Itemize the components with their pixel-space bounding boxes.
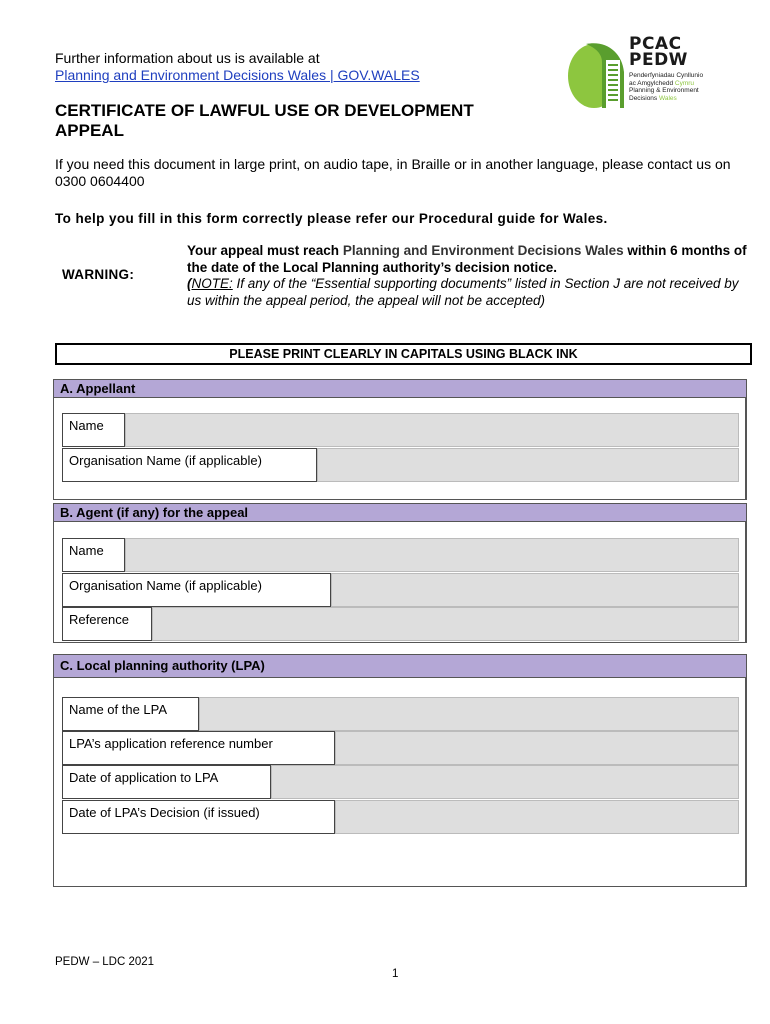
decision-date-row (62, 800, 739, 834)
agent-org-input[interactable] (331, 573, 739, 607)
decision-date-input[interactable] (335, 800, 739, 834)
page-title: CERTIFICATE OF LAWFUL USE OR DEVELOPMENT APPEAL (55, 101, 474, 140)
appellant-org-row (62, 448, 739, 482)
agent-name-label: Name (62, 538, 125, 572)
app-date-label: Date of application to LPA (62, 765, 271, 799)
section-b-heading: B. Agent (if any) for the appeal (53, 503, 747, 522)
agent-org-label: Organisation Name (if applicable) (62, 573, 331, 607)
section-a-heading: A. Appellant (53, 379, 747, 398)
appellant-name-input[interactable] (125, 413, 739, 447)
note-label: NOTE: (191, 276, 233, 291)
agent-name-row (62, 538, 739, 572)
agent-ref-input[interactable] (152, 607, 739, 641)
lpa-name-row (62, 697, 739, 731)
lpa-name-label: Name of the LPA (62, 697, 199, 731)
lpa-ref-row (62, 731, 739, 765)
warning-text (187, 243, 747, 309)
footer-code: PEDW – LDC 2021 (55, 956, 155, 968)
lpa-ref-input[interactable] (335, 731, 739, 765)
accessibility-note: If you need this document in large print, on audio tape, in Braille or in another language, please contact us on 0300 0604400 (55, 156, 731, 189)
print-instruction: PLEASE PRINT CLEARLY IN CAPITALS USING BLACK INK (55, 343, 752, 365)
agent-name-input[interactable] (125, 538, 739, 572)
appellant-name-label: Name (62, 413, 125, 447)
logo-pedw: PEDW (629, 50, 688, 70)
logo-english-line1: Planning & Environment (629, 87, 699, 94)
appellant-org-label: Organisation Name (if applicable) (62, 448, 317, 482)
logo-english-line2b: Wales (658, 94, 677, 102)
page-number: 1 (392, 968, 399, 980)
section-c-heading: C. Local planning authority (LPA) (53, 654, 747, 678)
info-line: Further information about us is available at (55, 50, 320, 66)
lpa-name-input[interactable] (199, 697, 739, 731)
note-text: If any of the “Essential supporting documents” listed in Section J are not received by us within the appeal period, the appeal will not be accepted) (187, 276, 739, 308)
appellant-name-row (62, 413, 739, 447)
warning-line1a: Your appeal must reach (187, 243, 343, 258)
logo-welsh-line1: Penderfyniadau Cynllunio (629, 72, 704, 79)
warning-label: WARNING: (62, 267, 135, 282)
logo-welsh-line2a: ac Amgylchedd (629, 79, 675, 87)
gov-wales-link[interactable]: Planning and Environment Decisions Wales | GOV.WALES (55, 67, 420, 83)
agent-ref-row (62, 607, 739, 641)
lpa-ref-label: LPA’s application reference number (62, 731, 335, 765)
logo-english-line2a: Decisions (629, 94, 659, 102)
logo-welsh-line2b: Cymru (674, 79, 695, 87)
app-date-row (62, 765, 739, 799)
note-open: ( (187, 276, 192, 291)
agent-ref-label: Reference (62, 607, 152, 641)
header-info (55, 50, 420, 84)
app-date-input[interactable] (271, 765, 739, 799)
appellant-org-input[interactable] (317, 448, 739, 482)
logo-pcac: PCAC (629, 34, 682, 54)
agent-org-row (62, 573, 739, 607)
pedw-logo (566, 32, 736, 112)
warning-line1b: Planning and Environment Decisions Wales (342, 243, 624, 258)
decision-date-label: Date of LPA’s Decision (if issued) (62, 800, 335, 834)
leaf-logo-icon (566, 32, 628, 112)
help-text: To help you fill in this form correctly please refer our Procedural guide for Wales. (55, 211, 608, 226)
warning-line1c: within 6 months of the date of the Local Planning authority’s decision notice. (187, 243, 747, 275)
